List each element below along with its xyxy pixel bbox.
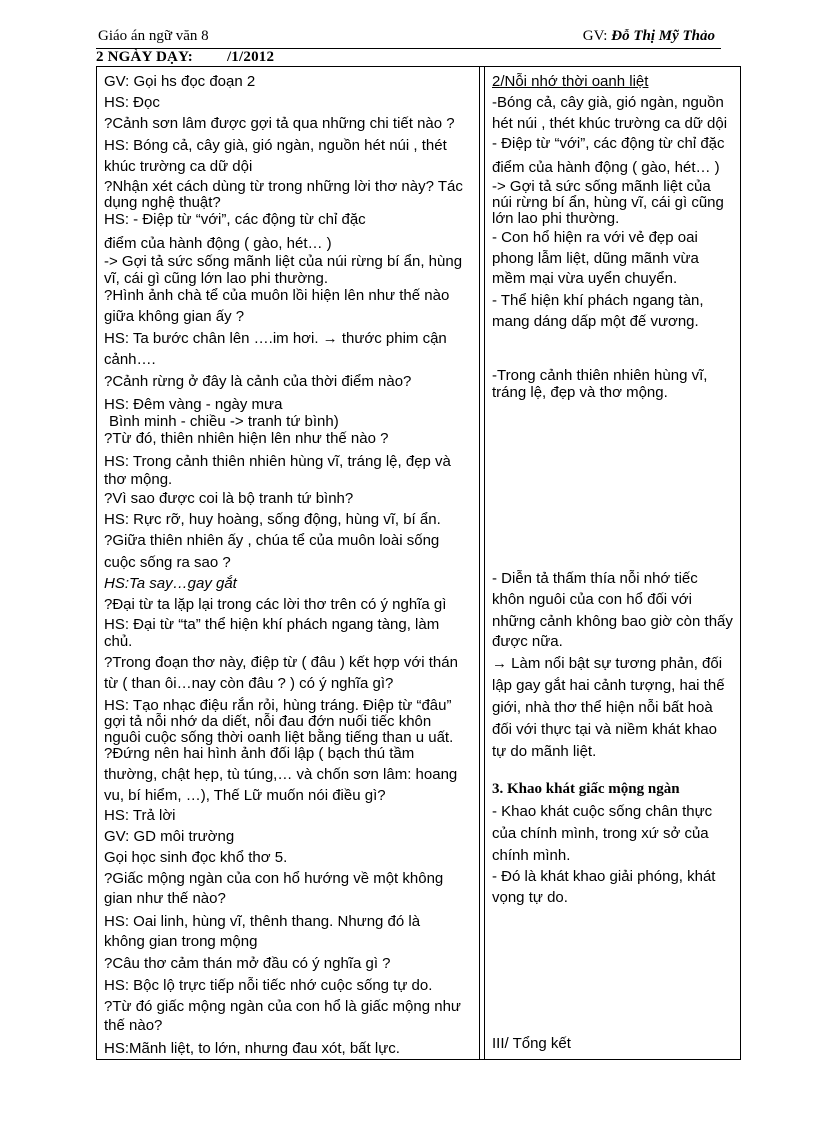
right-line: đối với thực tại và niềm khát khao bbox=[492, 721, 717, 738]
right-line: của chính mình, trong xứ sở của bbox=[492, 825, 709, 842]
left-line: cuộc sống ra sao ? bbox=[104, 554, 231, 571]
right-line: - Thể hiện khí phách ngang tàn, bbox=[492, 292, 704, 309]
right-line: - Đó là khát khao giải phóng, khát bbox=[492, 868, 716, 885]
left-line: ?Hình ảnh chà tể của muôn lồi hiện lên như thế nào bbox=[104, 287, 450, 304]
section-heading-dream: 3. Khao khát giấc mộng ngàn bbox=[492, 781, 680, 797]
left-line: ?Giữa thiên nhiên ấy , chúa tể của muôn loài sống bbox=[104, 532, 440, 549]
left-line: khúc trường ca dữ dội bbox=[104, 158, 253, 175]
left-line: HS: - Điệp từ “với”, các động từ chỉ đặc bbox=[104, 211, 366, 228]
left-line: HS: Đại từ “ta” thể hiện khí phách ngang tàng, làm bbox=[104, 616, 440, 633]
teacher-student-activity-column bbox=[97, 67, 480, 1059]
page-header bbox=[96, 26, 721, 49]
left-line: gợi tả nỗi nhớ da diết, nỗi đau đớn nuối tiếc khôn bbox=[104, 713, 432, 730]
left-line: GV: Gọi hs đọc đoạn 2 bbox=[104, 73, 256, 90]
left-line: ?Từ đó, thiên nhiên hiện lên như thế nào ? bbox=[104, 430, 389, 447]
lesson-table bbox=[96, 66, 741, 1060]
left-line: giữa không gian ấy ? bbox=[104, 308, 245, 325]
right-line: tráng lệ, đẹp và thơ mộng. bbox=[492, 384, 668, 401]
date-label: 2 NGÀY DẠY: bbox=[96, 49, 193, 65]
right-line: -> Gợi tả sức sống mãnh liệt của bbox=[492, 178, 711, 195]
left-line: vu, bí hiểm, …), Thế Lữ muốn nói điều gì? bbox=[104, 787, 386, 804]
left-line: Bình minh - chiều -> tranh tứ bình) bbox=[109, 413, 339, 430]
right-line: -Trong cảnh thiên nhiên hùng vĩ, bbox=[492, 367, 708, 384]
left-line: ?Đứng nên hai hình ảnh đối lập ( bạch thú tầm bbox=[104, 745, 415, 762]
right-line: → Làm nổi bật sự tương phản, đối bbox=[492, 655, 723, 672]
left-line: điểm của hành động ( gào, hét… ) bbox=[104, 235, 332, 252]
right-line: lớn lao phi thường. bbox=[492, 210, 620, 227]
left-line: HS: Rực rỡ, huy hoàng, sống động, hùng vĩ, bí ẩn. bbox=[104, 511, 441, 528]
left-line: HS:Mãnh liệt, to lớn, nhưng đau xót, bất lực. bbox=[104, 1040, 400, 1057]
right-line: - Con hổ hiện ra với vẻ đẹp oai bbox=[492, 229, 698, 246]
left-line: ?Đại từ ta lặp lại trong các lời thơ trên có ý nghĩa gì bbox=[104, 596, 447, 613]
right-line: -Bóng cả, cây già, gió ngàn, nguồn bbox=[492, 94, 724, 111]
left-line: ?Cảnh sơn lâm được gợi tả qua những chi tiết nào ? bbox=[104, 115, 455, 132]
left-line: HS: Ta bước chân lên ….im hơi. → thước phim cận bbox=[104, 330, 447, 347]
left-line: thơ mộng. bbox=[104, 471, 173, 488]
right-line: tự do mãnh liệt. bbox=[492, 743, 597, 760]
left-line: ?Trong đoạn thơ này, điệp từ ( đâu ) kết hợp với thán bbox=[104, 654, 458, 671]
teacher-info bbox=[583, 28, 715, 45]
right-line: mềm mại vừa uyển chuyển. bbox=[492, 270, 678, 287]
right-line: khôn nguôi của con hổ đối với bbox=[492, 591, 692, 608]
left-line: HS: Đêm vàng - ngày mưa bbox=[104, 396, 283, 413]
left-line: -> Gợi tả sức sống mãnh liệt của núi rừng bí ẩn, hùng bbox=[104, 253, 463, 270]
right-line: - Khao khát cuộc sống chân thực bbox=[492, 803, 713, 820]
date-value: /1/2012 bbox=[226, 49, 275, 65]
right-line: lập gay gắt hai cảnh tượng, hai thế bbox=[492, 677, 725, 694]
lesson-content-column bbox=[484, 67, 740, 1059]
right-line: chính mình. bbox=[492, 847, 571, 864]
teacher-name: Đỗ Thị Mỹ Thảo bbox=[611, 28, 715, 44]
left-line: GV: GD môi trường bbox=[104, 828, 235, 845]
left-line: từ ( than ôi…nay còn đâu ? ) có ý nghĩa gì? bbox=[104, 675, 394, 692]
right-line: vọng tự do. bbox=[492, 889, 568, 906]
right-line: giới, nhà thơ thể hiện nỗi bất hoà bbox=[492, 699, 713, 716]
right-line: - Diễn tả thấm thía nỗi nhớ tiếc bbox=[492, 570, 698, 587]
left-line: ?Cảnh rừng ở đây là cảnh của thời điểm nào? bbox=[104, 373, 412, 390]
left-line: dụng nghệ thuật? bbox=[104, 194, 221, 211]
left-line: ?Giấc mộng ngàn của con hổ hướng về một không bbox=[104, 870, 444, 887]
left-line: gian như thế nào? bbox=[104, 890, 226, 907]
left-line: thường, chật hẹp, tù túng,… và chốn sơn lâm: hoang bbox=[104, 766, 458, 783]
right-line: được nữa. bbox=[492, 633, 563, 650]
left-line: thế nào? bbox=[104, 1017, 163, 1034]
left-line: HS: Đọc bbox=[104, 94, 160, 111]
left-line: ?Nhận xét cách dùng từ trong những lời thơ này? Tác bbox=[104, 178, 463, 195]
left-line: chủ. bbox=[104, 633, 133, 650]
left-line: HS: Tạo nhạc điệu rắn rỏi, hùng tráng. Điệp từ “đâu” bbox=[104, 697, 452, 714]
left-line: không gian trong mộng bbox=[104, 933, 258, 950]
left-line: Gọi học sinh đọc khổ thơ 5. bbox=[104, 849, 288, 866]
subject-title: Giáo án ngữ văn 8 bbox=[98, 28, 209, 44]
right-line: phong lẫm liệt, dũng mãnh vừa bbox=[492, 250, 699, 267]
right-line: núi rừng bí ẩn, hùng vĩ, cái gì cũng bbox=[492, 194, 724, 211]
teaching-date-line bbox=[96, 49, 274, 66]
teacher-label: GV: bbox=[582, 28, 608, 44]
left-line: ?Từ đó giấc mộng ngàn của con hổ là giấc mộng như bbox=[104, 998, 461, 1015]
right-line: mang dáng dấp một đế vương. bbox=[492, 313, 699, 330]
right-line: những cảnh không bao giờ còn thấy bbox=[492, 613, 733, 630]
left-line: ?Câu thơ cảm thán mở đầu có ý nghĩa gì ? bbox=[104, 955, 391, 972]
left-line: ?Vì sao được coi là bộ tranh tứ bình? bbox=[104, 490, 354, 507]
left-line: HS: Bóng cả, cây già, gió ngàn, nguồn hét núi , thét bbox=[104, 137, 447, 154]
left-line: HS: Oai linh, hùng vĩ, thênh thang. Nhưng đó là bbox=[104, 913, 421, 930]
right-line: hét núi , thét khúc trường ca dữ dội bbox=[492, 115, 728, 132]
left-line: HS:Ta say…gay gắt bbox=[104, 575, 237, 592]
left-line: nguôi cuộc sống thời oanh liệt bằng tiếng than u uất. bbox=[104, 729, 454, 746]
left-line: HS: Bộc lộ trực tiếp nỗi tiếc nhớ cuộc sống tự do. bbox=[104, 977, 433, 994]
right-line: điểm của hành động ( gào, hét… ) bbox=[492, 159, 720, 176]
left-line: HS: Trong cảnh thiên nhiên hùng vĩ, tráng lệ, đẹp và bbox=[104, 453, 451, 470]
left-line: cảnh…. bbox=[104, 351, 156, 368]
section-heading-nostalgia: 2/Nỗi nhớ thời oanh liệt bbox=[492, 73, 649, 90]
right-line: - Điệp từ “với”, các động từ chỉ đặc bbox=[492, 135, 725, 152]
left-line: vĩ, cái gì cũng lớn lao phi thường. bbox=[104, 270, 329, 287]
left-line: HS: Trả lời bbox=[104, 807, 176, 824]
section-heading-summary: III/ Tổng kết bbox=[492, 1035, 571, 1052]
